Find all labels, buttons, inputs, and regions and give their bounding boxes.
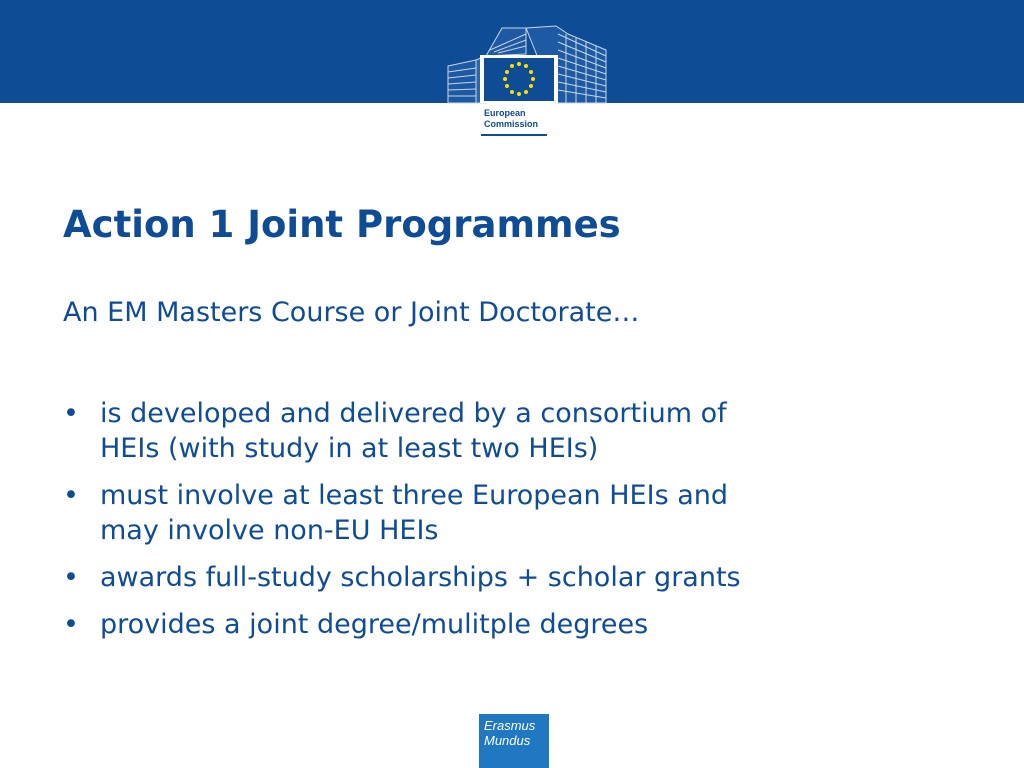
bullet-text-line: must involve at least three European HEIs and	[100, 480, 729, 511]
bullet-text-line: is developed and delivered by a consortium of	[100, 398, 727, 429]
bullet-list	[63, 396, 963, 654]
wordmark-line-1: European	[484, 108, 526, 118]
bullet-text-line: awards full-study scholarships + scholar grants	[100, 562, 741, 593]
bullet-text-line: HEIs (with study in at least two HEIs)	[100, 433, 599, 464]
bullet-icon: •	[63, 609, 79, 640]
slide-subtitle: An EM Masters Course or Joint Doctorate…	[63, 297, 640, 328]
erasmus-mundus-line-2: Mundus	[484, 733, 531, 748]
eu-flag-icon	[484, 58, 554, 101]
bullet-item	[63, 607, 963, 642]
erasmus-mundus-logo	[479, 714, 549, 768]
bullet-item	[63, 560, 963, 595]
bullet-text-line: may involve non-EU HEIs	[100, 515, 439, 546]
wordmark-underline	[481, 134, 547, 136]
slide-title: Action 1 Joint Programmes	[63, 203, 621, 246]
bullet-icon: •	[63, 480, 79, 511]
european-commission-wordmark	[484, 108, 538, 130]
bullet-item	[63, 478, 963, 548]
bullet-icon: •	[63, 562, 79, 593]
wordmark-line-2: Commission	[484, 119, 539, 129]
bullet-text-line: provides a joint degree/mulitple degrees	[100, 609, 649, 640]
bullet-icon: •	[63, 398, 79, 429]
bullet-item	[63, 396, 963, 466]
erasmus-mundus-line-1: Erasmus	[484, 718, 536, 733]
